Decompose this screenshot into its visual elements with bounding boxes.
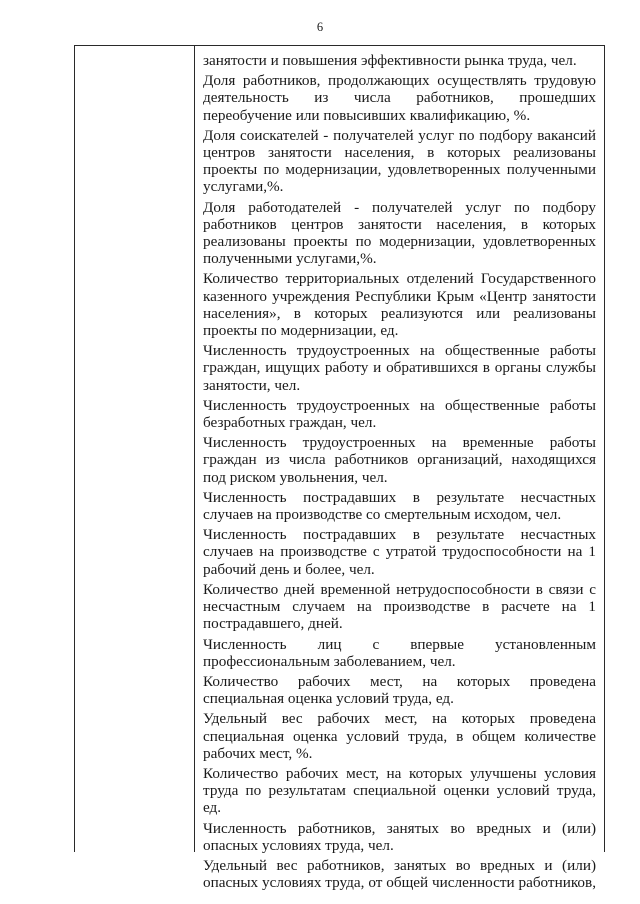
indicator-paragraph: Численность пострадавших в результате несчастных случаев на производстве с утратой трудоспособности на 1 рабочий день и более, чел. bbox=[203, 526, 596, 578]
indicator-paragraph: Доля соискателей - получателей услуг по подбору вакансий центров занятости населения, в которых реализованы проекты по модернизации, удовлетворенных полученными услугами,%. bbox=[203, 126, 596, 196]
indicator-paragraph: Количество дней временной нетрудоспособности в связи с несчастным случаем на производстве в расчете на 1 пострадавшего, дней. bbox=[203, 580, 596, 633]
indicator-paragraph: Численность трудоустроенных на общественные работы граждан, ищущих работу и обратившихся в органы службы занятости, чел. bbox=[203, 342, 596, 394]
indicator-paragraph: Доля работников, продолжающих осуществлять трудовую деятельность из числа работников, прошедших переобучение или повысивших квалификацию, %. bbox=[203, 72, 596, 124]
indicator-paragraph: Количество рабочих мест, на которых проведена специальная оценка условий труда, ед. bbox=[203, 672, 596, 708]
indicator-paragraph: Удельный вес работников, занятых во вредных и (или) опасных условиях труда, от общей численности работников, bbox=[203, 856, 596, 892]
indicators-cell bbox=[203, 52, 596, 891]
table-left-border bbox=[74, 46, 75, 852]
indicator-paragraph: Количество территориальных отделений Государственного казенного учреждения Республики Крым «Центр занятости населения», в которых реализуются или реализованы проекты по модернизации, ед. bbox=[203, 270, 596, 340]
table bbox=[74, 45, 605, 892]
table-right-border bbox=[604, 46, 605, 852]
indicator-paragraph: Количество рабочих мест, на которых улучшены условия труда по результатам специальной оценки условий труда, ед. bbox=[203, 764, 596, 817]
indicator-paragraph: Численность трудоустроенных на общественные работы безработных граждан, чел. bbox=[203, 396, 596, 432]
indicator-paragraph: Численность лиц с впервые установленным профессиональным заболеванием, чел. bbox=[203, 635, 596, 670]
indicator-paragraph: Численность пострадавших в результате несчастных случаев на производстве со смертельным исходом, чел. bbox=[203, 488, 596, 524]
indicator-paragraph: Доля работодателей - получателей услуг по подбору работников центров занятости населения, в которых реализованы проекты по модернизации, удовлетворенных полученными услугами,%. bbox=[203, 198, 596, 268]
indicator-paragraph: Численность трудоустроенных на временные работы граждан из числа работников организаций, находящихся под риском увольнения, чел. bbox=[203, 434, 596, 486]
indicator-paragraph: Удельный вес рабочих мест, на которых проведена специальная оценка условий труда, в общем количестве рабочих мест, %. bbox=[203, 710, 596, 762]
indicator-paragraph: занятости и повышения эффективности рынка труда, чел. bbox=[203, 52, 577, 69]
indicator-paragraph: Численность работников, занятых во вредных и (или) опасных условиях труда, чел. bbox=[203, 819, 596, 854]
table-column-divider bbox=[194, 46, 195, 852]
page-number: 6 bbox=[316, 20, 324, 34]
